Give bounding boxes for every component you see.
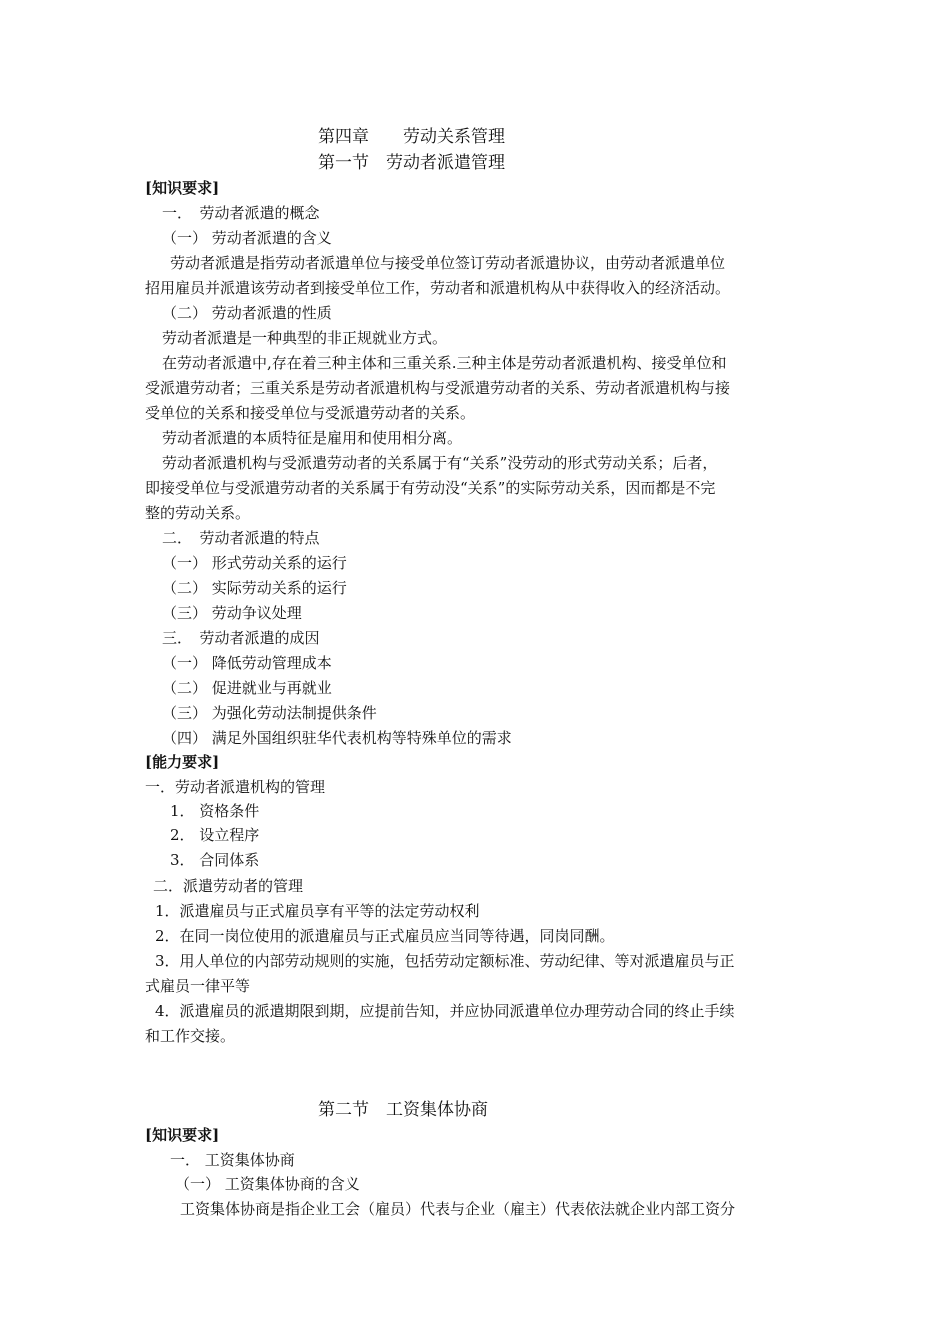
paragraph-line: 劳动者派遣机构与受派遣劳动者的关系属于有“关系”没劳动的形式劳动关系；后者， [162, 454, 718, 472]
list-item: （二） 促进就业与再就业 [162, 679, 332, 697]
paragraph-line: 在劳动者派遣中,存在着三种主体和三重关系.三种主体是劳动者派遣机构、接受单位和 [162, 354, 727, 372]
paragraph-line: 即接受单位与受派遣劳动者的关系属于有劳动没“关系”的实际劳动关系，因而都是不完 [145, 479, 716, 497]
section1-title: 第一节 劳动者派遣管理 [318, 153, 505, 173]
ability-item: 1． 资格条件 [170, 802, 260, 820]
heading-2: 二． 劳动者派遣的特点 [162, 529, 320, 547]
paragraph-line: 整的劳动关系。 [145, 504, 251, 522]
subheading: （一） 工资集体协商的含义 [175, 1175, 360, 1193]
paragraph-line: 劳动者派遣是指劳动者派遣单位与接受单位签订劳动者派遣协议，由劳动者派遣单位 [170, 254, 726, 272]
ability-item: 3．用人单位的内部劳动规则的实施，包括劳动定额标准、劳动纪律、等对派遣雇员与正 [155, 952, 735, 970]
list-item: （三） 为强化劳动法制提供条件 [162, 704, 377, 722]
list-item: （二） 实际劳动关系的运行 [162, 579, 347, 597]
knowledge-header-2: [知识要求] [145, 1126, 220, 1144]
paragraph-line: 劳动者派遣的本质特征是雇用和使用相分离。 [162, 429, 463, 447]
ability-item-cont: 和工作交接。 [145, 1027, 236, 1045]
paragraph-line: 工资集体协商是指企业工会（雇员）代表与企业（雇主）代表依法就企业内部工资分 [180, 1200, 736, 1218]
ability-item: 1．派遣雇员与正式雇员享有平等的法定劳动权利 [155, 902, 480, 920]
paragraph-line: 招用雇员并派遣该劳动者到接受单位工作，劳动者和派遣机构从中获得收入的经济活动。 [145, 279, 731, 297]
list-item: （三） 劳动争议处理 [162, 604, 302, 622]
list-item: （四） 满足外国组织驻华代表机构等特殊单位的需求 [162, 729, 512, 747]
subheading: （一） 劳动者派遣的含义 [162, 229, 332, 247]
ability-heading-2: 二．派遣劳动者的管理 [153, 877, 304, 895]
section2-title: 第二节 工资集体协商 [318, 1100, 488, 1120]
paragraph-line: 受单位的关系和接受单位与受派遣劳动者的关系。 [145, 404, 476, 422]
heading-1: 一． 劳动者派遣的概念 [162, 204, 320, 222]
ability-item: 2．在同一岗位使用的派遣雇员与正式雇员应当同等待遇，同岗同酬。 [155, 927, 615, 945]
chapter-title: 第四章 劳动关系管理 [318, 127, 505, 147]
ability-item: 2． 设立程序 [170, 826, 260, 844]
subheading: （二） 劳动者派遣的性质 [162, 304, 332, 322]
ability-heading-1: 一．劳动者派遣机构的管理 [145, 778, 326, 796]
heading-1: 一． 工资集体协商 [170, 1151, 295, 1169]
list-item: （一） 降低劳动管理成本 [162, 654, 332, 672]
paragraph-line: 劳动者派遣是一种典型的非正规就业方式。 [162, 329, 448, 347]
paragraph-line: 受派遣劳动者；三重关系是劳动者派遣机构与受派遣劳动者的关系、劳动者派遣机构与接 [145, 379, 731, 397]
ability-item: 3． 合同体系 [170, 851, 260, 869]
ability-item: 4．派遣雇员的派遣期限到期，应提前告知，并应协同派遣单位办理劳动合同的终止手续 [155, 1002, 735, 1020]
list-item: （一） 形式劳动关系的运行 [162, 554, 347, 572]
heading-3: 三． 劳动者派遣的成因 [162, 629, 320, 647]
ability-header: [能力要求] [145, 753, 220, 771]
knowledge-header: [知识要求] [145, 179, 220, 197]
ability-item-cont: 式雇员一律平等 [145, 977, 251, 995]
